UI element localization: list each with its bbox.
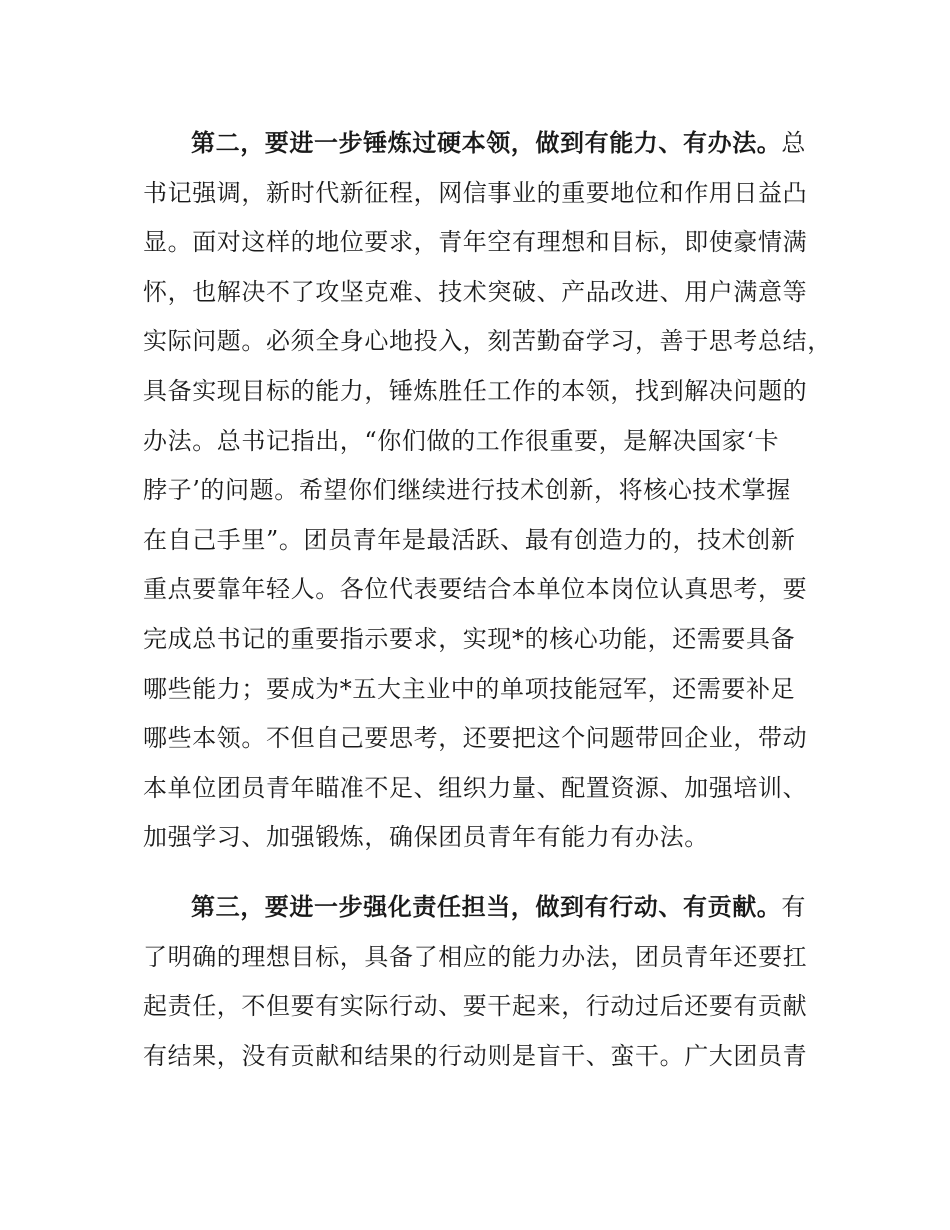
paragraph-heading: 第二，要进一步锤炼过硬本领，做到有能力、有办法。 bbox=[191, 129, 782, 157]
text-line: 具备实现目标的能力，锤炼胜任工作的本领，找到解决问题的 bbox=[143, 376, 808, 405]
text-line: 书记强调，新时代新征程，网信事业的重要地位和作用日益凸 bbox=[143, 178, 808, 207]
paragraph-third bbox=[143, 883, 823, 1081]
paragraph-first-line bbox=[143, 119, 823, 169]
text-line: 了明确的理想目标，具备了相应的能力办法，团员青年还要扛 bbox=[143, 942, 808, 971]
text-line: 显。面对这样的地位要求，青年空有理想和目标，即使豪情满 bbox=[143, 228, 808, 257]
text-line: 办法。总书记指出，“你们做的工作很重要，是解决国家‘卡 bbox=[143, 426, 780, 455]
paragraph-first-line bbox=[143, 883, 823, 933]
text-line: 有结果，没有贡献和结果的行动则是盲干、蛮干。广大团员青 bbox=[143, 1041, 808, 1070]
text-line: 加强学习、加强锻炼，确保团员青年有能力有办法。 bbox=[143, 823, 709, 852]
text-line: 哪些本领。不但自己要思考，还要把这个问题带回企业，带动 bbox=[143, 724, 808, 753]
text-line: 怀，也解决不了攻坚克难、技术突破、产品改进、用户满意等 bbox=[143, 277, 808, 306]
text-line: 本单位团员青年瞄准不足、组织力量、配置资源、加强培训、 bbox=[143, 773, 808, 802]
text-line: 实际问题。必须全身心地投入，刻苦勤奋学习，善于思考总结， bbox=[143, 327, 832, 356]
paragraph-first-line-rest: 有 bbox=[781, 893, 807, 921]
paragraph-first-line-rest: 总 bbox=[781, 129, 807, 157]
text-line: 在自己手里”。团员青年是最活跃、最有创造力的，技术创新 bbox=[143, 525, 796, 554]
text-line: 重点要靠年轻人。各位代表要结合本单位本岗位认真思考，要 bbox=[143, 575, 808, 604]
paragraph-heading: 第三，要进一步强化责任担当，做到有行动、有贡献。 bbox=[191, 893, 782, 921]
text-line: 完成总书记的重要指示要求，实现*的核心功能，还需要具备 bbox=[143, 624, 796, 653]
text-line: 起责任，不但要有实际行动、要干起来，行动过后还要有贡献 bbox=[143, 992, 808, 1021]
paragraph-second bbox=[143, 119, 832, 863]
text-line: 哪些能力；要成为*五大主业中的单项技能冠军，还需要补足 bbox=[143, 674, 796, 703]
text-line: 脖子’的问题。希望你们继续进行技术创新，将核心技术掌握 bbox=[143, 476, 791, 505]
